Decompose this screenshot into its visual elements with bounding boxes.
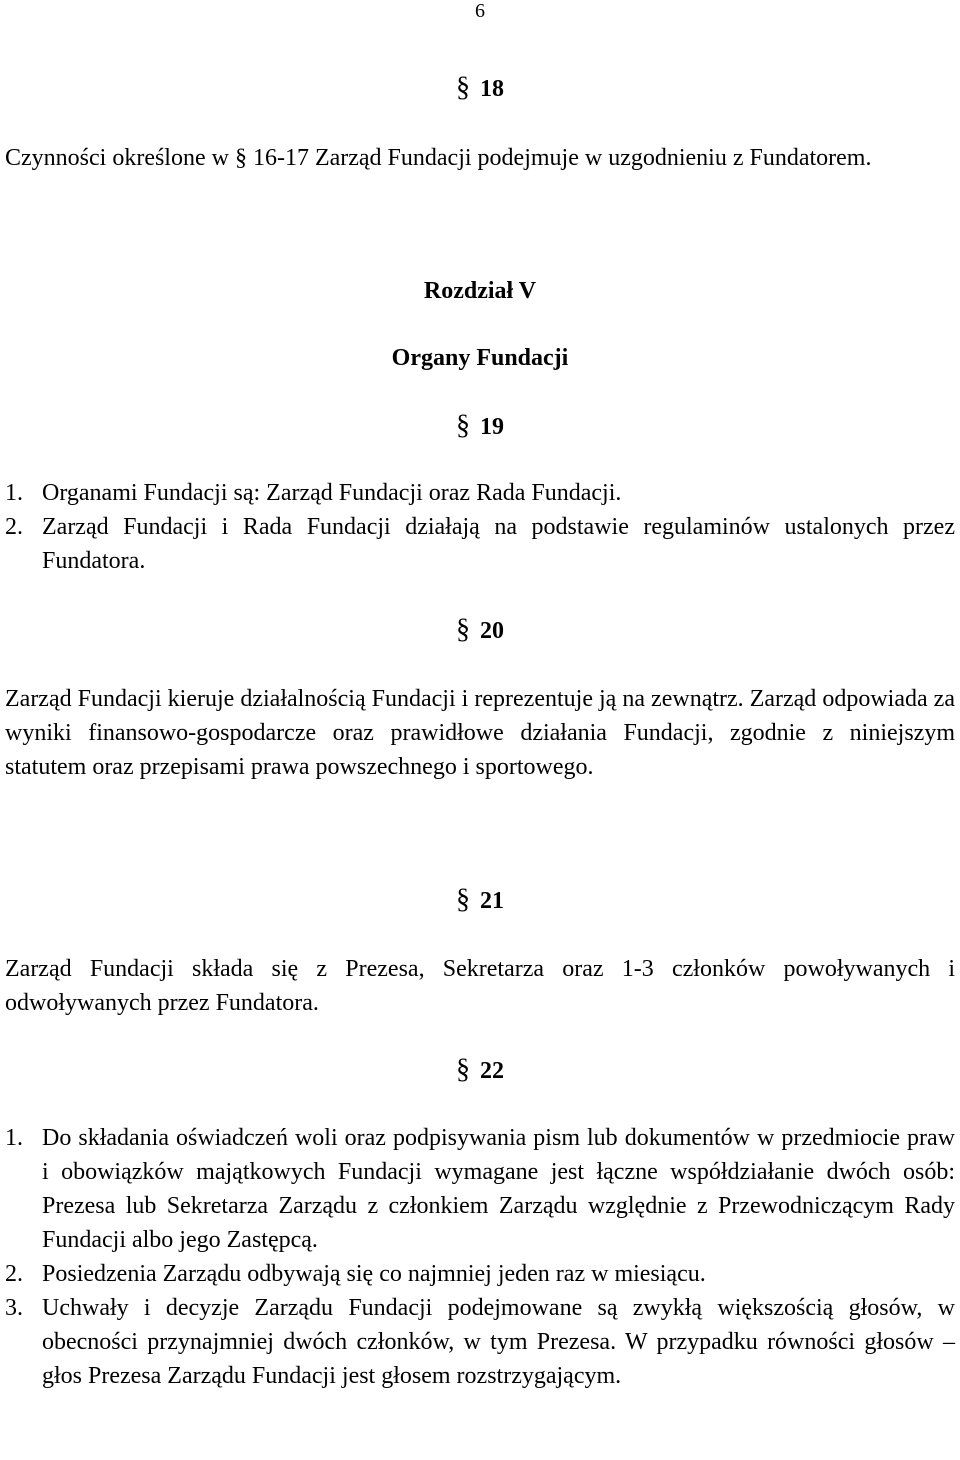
list-item [5,1291,955,1393]
item-text: Do składania oświadczeń woli oraz podpisywania pism lub dokumentów w przedmiocie praw i obowiązków majątkowych Fundacji wymagane jest łączne współdziałanie dwóch osób: Prezesa lub Sekretarza Zarządu z członkiem Zarządu względnie z Przewodniczącym Rady Fundacji albo jego Zastępcą. [42,1125,955,1253]
section-number: 18 [480,76,504,102]
item-text: Organami Fundacji są: Zarząd Fundacji oraz Rada Fundacji. [42,480,622,506]
list-item [5,1121,955,1257]
section-symbol: § [456,884,470,915]
chapter-title: Rozdział V [423,278,537,304]
section-heading-19 [0,410,960,442]
item-number: 2. [5,514,23,540]
section-number: 22 [480,1058,504,1084]
item-number: 3. [5,1295,23,1321]
section-symbol: § [456,1054,470,1085]
item-number: 1. [5,480,23,506]
section-number: 21 [480,888,504,914]
section-20-text: Zarząd Fundacji kieruje działalnością Fundacji i reprezentuje ją na zewnątrz. Zarząd odpowiada za wyniki finansowo-gospodarcze oraz prawidłowe działania Fundacji, zgodnie z niniejszym statutem oraz przepisami prawa powszechnego i sportowego. [5,686,955,780]
list-item [5,476,955,510]
section-heading-22 [0,1054,960,1086]
section-symbol: § [456,72,470,103]
section-heading-18 [0,72,960,104]
section-22-list [5,1121,955,1393]
item-number: 2. [5,1261,23,1287]
item-text: Uchwały i decyzje Zarządu Fundacji podejmowane są zwykłą większością głosów, w obecności przynajmniej dwóch członków, w tym Prezesa. W przypadku równości głosów – głos Prezesa Zarządu Fundacji jest głosem rozstrzygającym. [42,1295,955,1389]
item-text: Posiedzenia Zarządu odbywają się co najmniej jeden raz w miesiącu. [42,1261,706,1287]
section-number: 20 [480,618,504,644]
section-18-text: Czynności określone w § 16-17 Zarząd Fundacji podejmuje w uzgodnieniu z Fundatorem. [5,145,872,171]
section-symbol: § [456,410,470,441]
section-21-text: Zarząd Fundacji składa się z Prezesa, Sekretarza oraz 1-3 członków powoływanych i odwoływanych przez Fundatora. [5,956,955,1016]
list-item [5,1257,955,1291]
page-number: 6 [475,0,485,22]
chapter-subtitle: Organy Fundacji [391,345,569,371]
section-heading-21 [0,884,960,916]
item-text: Zarząd Fundacji i Rada Fundacji działają na podstawie regulaminów ustalonych przez Fundatora. [42,514,955,574]
section-number: 19 [480,414,504,440]
section-symbol: § [456,614,470,645]
list-item [5,510,955,578]
item-number: 1. [5,1125,23,1151]
section-19-list [5,476,955,578]
section-heading-20 [0,614,960,646]
